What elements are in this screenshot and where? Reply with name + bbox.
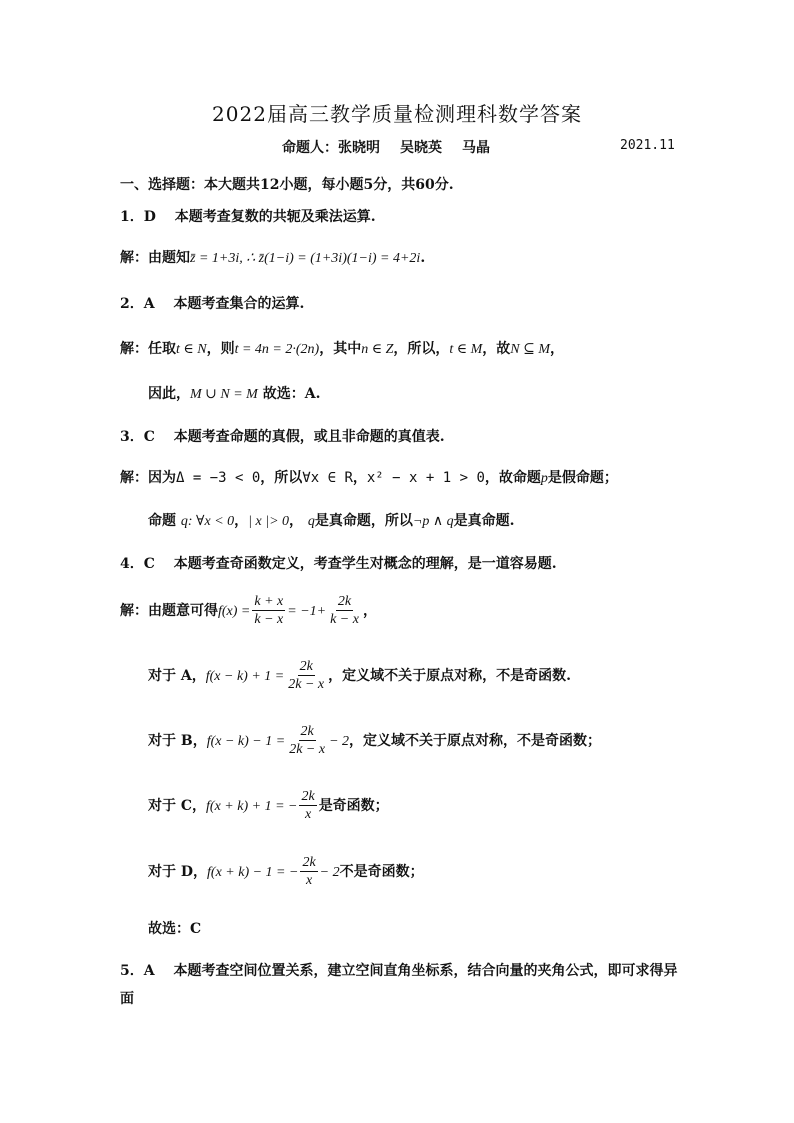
q4-option-b (148, 724, 601, 758)
q4-b-text: ，定义域不关于原点对称，不是奇函数； (349, 732, 602, 749)
fraction-denominator: x (304, 807, 312, 823)
q3-l2-math-4: ¬p ∧ q (412, 514, 454, 529)
section-heading: 一、选择题：本大题共12小题，每小题5分，共60分. (120, 177, 454, 193)
q3-l2-text-4: 是真命题，所以 (314, 513, 413, 529)
q2-l2-math: M ∪ N = M (190, 387, 258, 402)
q4-a-lhs: f(x − k) + 1 = (205, 668, 285, 684)
q4-option-c (148, 789, 389, 823)
q4-c-text: 是奇函数； (318, 797, 389, 814)
q2-l2-prefix: 因此， (148, 386, 190, 402)
q2-solution-line2 (148, 383, 320, 403)
q3-solution-line2 (148, 510, 514, 530)
q4-d-prefix: 对于 D， (148, 863, 208, 880)
author-name: 马晶 (462, 140, 490, 156)
q2-math-4: t ∈ M (449, 342, 483, 357)
q3-heading: 3．C 本题考查命题的真假，或且非命题的真值表. (120, 429, 445, 445)
q3-l2-math-1: q: ∀x < 0 (180, 514, 235, 529)
fraction (286, 659, 326, 693)
q4-d-lhs: f(x + k) − 1 = − (207, 864, 299, 880)
q2-math-2: t = 4n = 2·(2n) (234, 342, 320, 357)
fraction-denominator: x (305, 873, 313, 889)
fraction-denominator: 2k − x (289, 742, 326, 758)
q2-math-1: t ∈ N (176, 342, 207, 357)
q3-l2-text-3: ， (289, 513, 304, 529)
q1-sol-prefix: 解：由题知 (120, 250, 190, 266)
q2-sol-prefix: 解：任取 (120, 341, 176, 357)
fraction (300, 855, 317, 889)
q2-text-4: ，所以， (393, 341, 450, 357)
q2-math-5: N ⊆ M (510, 342, 551, 357)
authors-line (282, 137, 510, 157)
authors-label: 命题人： (282, 140, 338, 156)
q4-solution (120, 594, 377, 628)
q3-text-3: ， (352, 470, 367, 486)
q3-math-3: x² − x + 1 > 0 (366, 470, 485, 486)
q4-b-prefix: 对于 B， (148, 732, 207, 749)
q4-d-tail: − 2 (319, 864, 340, 880)
q4-f-lhs: f(x) = (218, 603, 251, 619)
q4-d-text: 不是奇函数； (339, 863, 424, 880)
fraction-numerator: k + x (252, 594, 285, 611)
q2-text-5: ，故 (482, 341, 511, 357)
q4-f-mid: = −1+ (287, 603, 327, 619)
fraction-numerator: 2k (299, 789, 316, 806)
q3-l2-text-5: 是真命题. (453, 513, 515, 529)
q3-l2-math-2: | x |> 0 (248, 514, 290, 529)
fraction (287, 724, 327, 758)
q4-option-d (148, 855, 424, 889)
q4-f-end: ， (362, 602, 377, 619)
document-date: 2021.11 (620, 138, 675, 153)
q4-heading: 4．C 本题考查奇函数定义，考查学生对概念的理解，是一道容易题. (120, 556, 557, 572)
q3-math-4: p (540, 471, 548, 486)
fraction-numerator: 2k (299, 724, 316, 741)
fraction-numerator: 2k (336, 594, 353, 611)
q3-l2-prefix: 命题 (148, 513, 176, 529)
q2-text-2: ，则 (206, 341, 235, 357)
fraction-denominator: k − x (254, 612, 284, 628)
q2-text-6: ， (550, 341, 565, 357)
q3-l2-math-3: q (307, 514, 315, 529)
q3-solution (120, 467, 618, 487)
q2-solution (120, 338, 564, 358)
q4-b-tail: − 2 (329, 733, 350, 749)
q1-sol-math: z̄ = 1+3i, ∴ z̄(1−i) = (1+3i)(1−i) = 4+2i (190, 251, 421, 266)
fraction-numerator: 2k (300, 855, 317, 872)
fraction-denominator: k − x (330, 612, 359, 628)
document-title: 2022届高三教学质量检测理科数学答案 (212, 102, 582, 126)
author-name: 吴晓英 (400, 140, 442, 156)
fraction-numerator: 2k (298, 659, 315, 676)
q3-text-5: 是假命题； (547, 470, 618, 486)
q4-a-text: ，定义域不关于原点对称，不是奇函数. (328, 667, 571, 684)
q4-b-lhs: f(x − k) − 1 = (206, 733, 286, 749)
q3-sol-prefix: 解：因为 (120, 470, 176, 486)
q2-text-3: ，其中 (319, 341, 362, 357)
q5-heading-cont: 面 (120, 991, 134, 1007)
q3-text-4: ，故命题 (484, 470, 541, 486)
q2-math-3: n ∈ Z (361, 342, 394, 357)
q4-a-prefix: 对于 A， (148, 667, 206, 684)
q4-sol-prefix: 解：由题意可得 (120, 602, 218, 619)
q4-c-prefix: 对于 C， (148, 797, 207, 814)
q3-l2-text-2: ， (234, 513, 249, 529)
q1-heading: 1．D 本题考查复数的共轭及乘法运算. (120, 209, 376, 225)
q4-c-lhs: f(x + k) + 1 = − (206, 798, 298, 814)
fraction (328, 594, 361, 628)
fraction (299, 789, 316, 823)
fraction-denominator: 2k − x (288, 677, 325, 693)
q4-choose: 故选：C (148, 921, 202, 937)
q3-text-2: ，所以 (260, 470, 303, 486)
q3-math-1: Δ = −3 < 0 (176, 470, 261, 486)
q5-heading: 5．A 本题考查空间位置关系，建立空间直角坐标系，结合向量的夹角公式，即可求得异 (120, 963, 678, 979)
q1-solution (120, 247, 425, 267)
fraction (252, 594, 285, 628)
q4-option-a (148, 659, 571, 693)
q3-math-2: ∀x ∈ R (302, 470, 353, 486)
q1-sol-end: . (420, 250, 426, 266)
q2-l2-end: 故选：A. (257, 386, 321, 402)
q2-heading: 2．A 本题考查集合的运算. (120, 296, 305, 312)
author-name: 张晓明 (338, 140, 380, 156)
